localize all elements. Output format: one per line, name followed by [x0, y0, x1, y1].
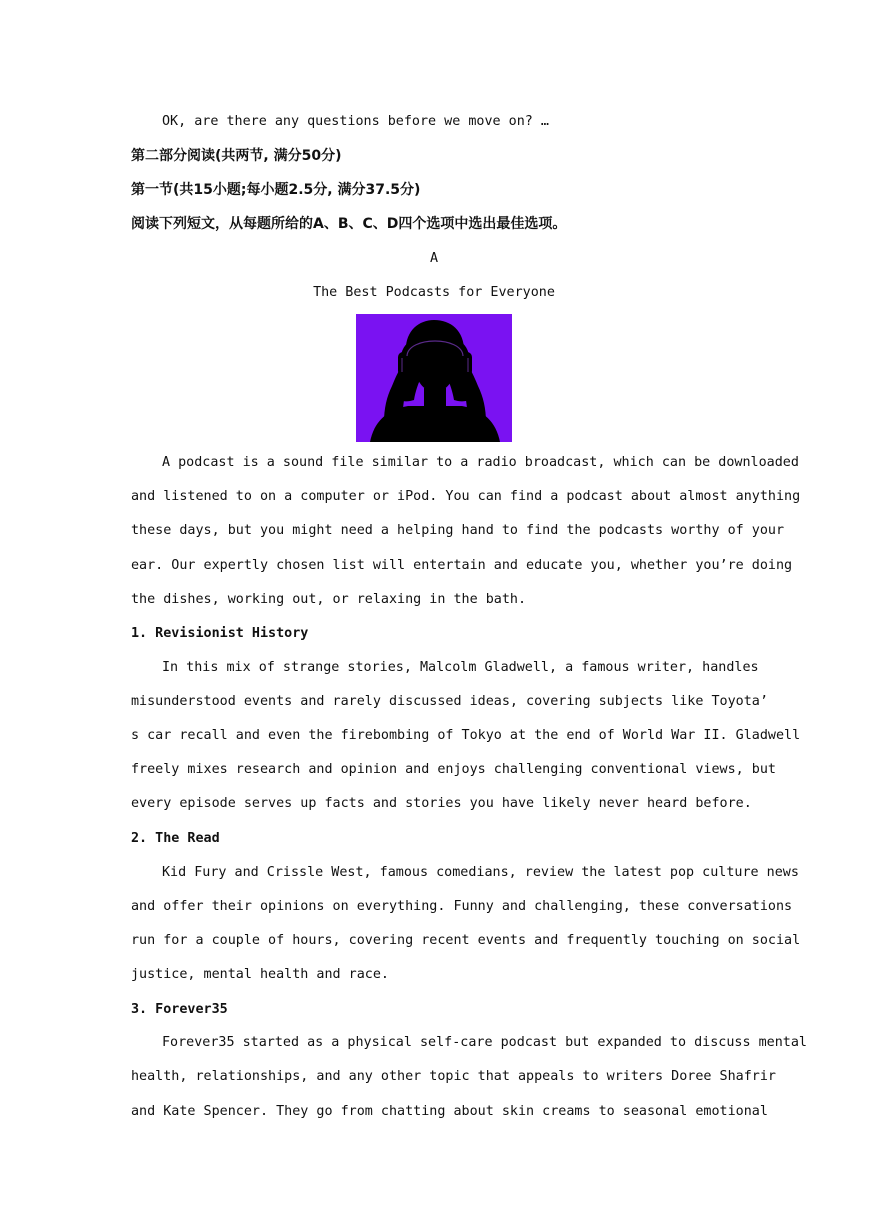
item-line: Forever35 started as a physical self-care podcast but expanded to discuss mental — [162, 1035, 807, 1050]
intro-paragraph-line: A podcast is a sound file similar to a radio broadcast, which can be downloaded — [162, 455, 799, 470]
intro-paragraph-line: these days, but you might need a helping hand to find the podcasts worthy of your — [131, 523, 785, 538]
instructions: 阅读下列短文，从每题所给的A、B、C、D四个选项中选出最佳选项。 — [131, 216, 567, 232]
item-line: and Kate Spencer. They go from chatting about skin creams to seasonal emotional — [131, 1104, 768, 1119]
item-line: health, relationships, and any other topic that appeals to writers Doree Shafrir — [131, 1069, 776, 1084]
item-heading: 1. Revisionist History — [131, 626, 309, 641]
passage-label: A — [429, 251, 439, 266]
item-line: In this mix of strange stories, Malcolm Gladwell, a famous writer, handles — [162, 660, 759, 675]
item-line: every episode serves up facts and stories you have likely never heard before. — [131, 796, 752, 811]
item-line: Kid Fury and Crissle West, famous comedians, review the latest pop culture news — [162, 865, 799, 880]
intro-paragraph-line: the dishes, working out, or relaxing in the bath. — [131, 592, 527, 607]
item-line: run for a couple of hours, covering recent events and frequently touching on social — [131, 933, 801, 948]
intro-line: OK, are there any questions before we move on? … — [162, 114, 549, 129]
article-title: The Best Podcasts for Everyone — [313, 285, 555, 300]
section-heading-part2: 第二部分阅读(共两节, 满分50分) — [131, 148, 342, 164]
item-line: and offer their opinions on everything. Funny and challenging, these conversations — [131, 899, 793, 914]
item-line: freely mixes research and opinion and enjoys challenging conventional views, but — [131, 762, 776, 777]
podcast-figure — [356, 314, 512, 442]
section-heading-1: 第一节(共15小题;每小题2.5分, 满分37.5分) — [131, 182, 421, 198]
item-line: misunderstood events and rarely discussed ideas, covering subjects like Toyota’ — [131, 694, 768, 709]
intro-paragraph-line: and listened to on a computer or iPod. You can find a podcast about almost anything — [131, 489, 801, 504]
item-heading: 3. Forever35 — [131, 1002, 228, 1017]
person-with-headphones-icon — [356, 314, 512, 442]
item-heading: 2. The Read — [131, 831, 220, 846]
intro-paragraph-line: ear. Our expertly chosen list will entertain and educate you, whether you’re doing — [131, 558, 793, 573]
item-line: justice, mental health and race. — [131, 967, 389, 982]
item-line: s car recall and even the firebombing of Tokyo at the end of World War II. Gladwell — [131, 728, 801, 743]
